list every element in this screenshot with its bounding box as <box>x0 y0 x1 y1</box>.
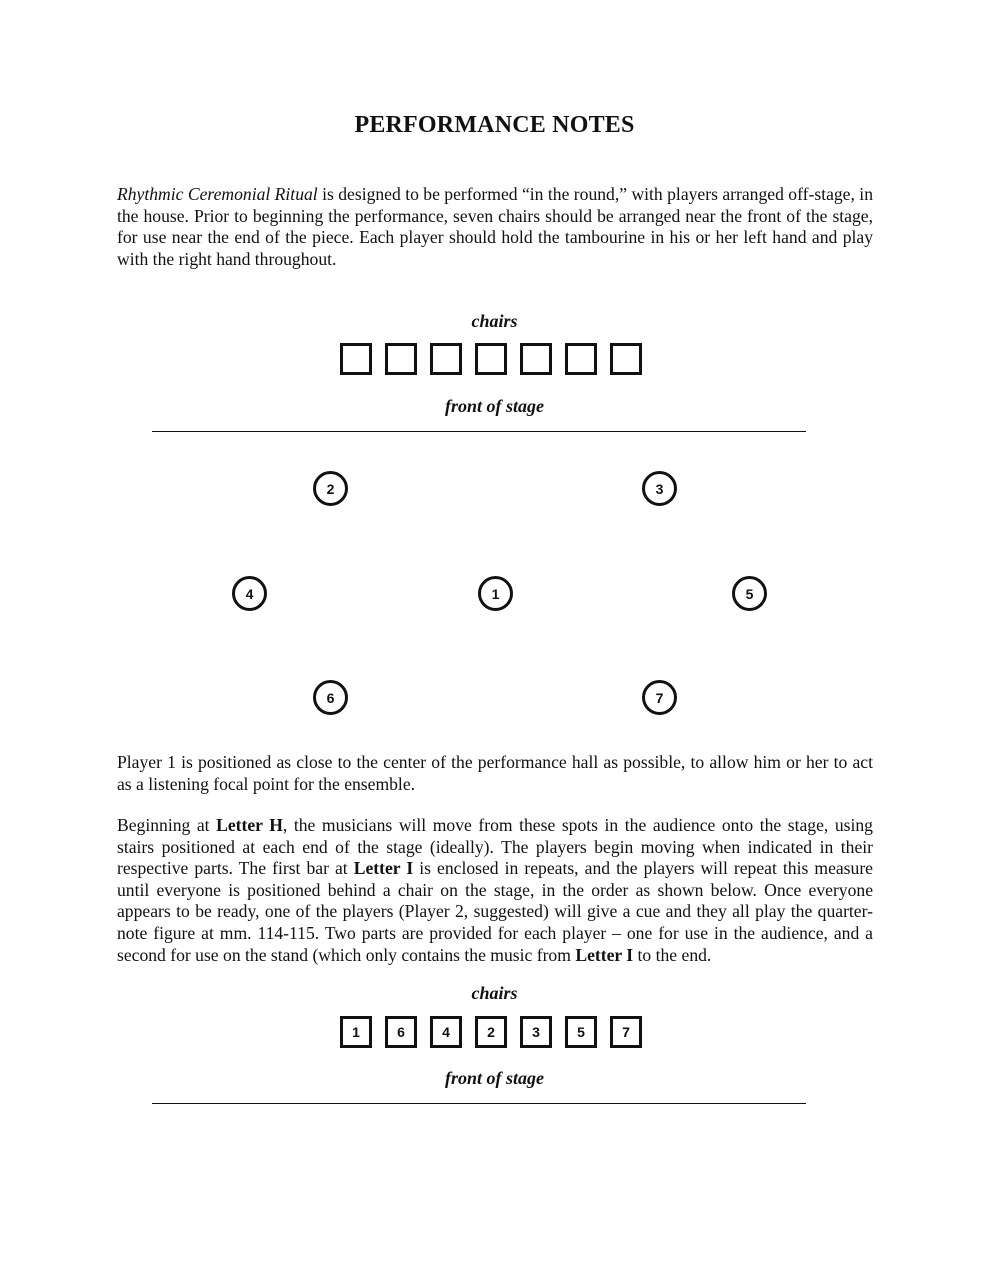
chair-box: 7 <box>610 1016 642 1048</box>
chair-box <box>520 343 552 375</box>
letter-h-ref: Letter H <box>216 815 283 835</box>
chair-box: 4 <box>430 1016 462 1048</box>
chair-box <box>475 343 507 375</box>
chair-box: 3 <box>520 1016 552 1048</box>
chair-box <box>385 343 417 375</box>
player1-note-paragraph: Player 1 is positioned as close to the center of the performance hall as possible, to allow him or her to act as a listening focal point for the ensemble. <box>117 752 873 794</box>
movement-paragraph <box>117 815 873 966</box>
chair-box <box>430 343 462 375</box>
chair-box <box>340 343 372 375</box>
page-title: PERFORMANCE NOTES <box>354 112 635 138</box>
player-position-7: 7 <box>642 680 677 715</box>
movement-text: , the musicians will move from these spots in the audience onto the stage, using stairs positioned at each end of the stage (ideally). The players begin moving when indicated in their respective parts. The first bar at <box>117 815 873 879</box>
movement-text: Beginning at <box>117 815 217 835</box>
movement-text: to the end. <box>633 944 712 965</box>
work-title: Rhythmic Ceremonial Ritual <box>117 184 318 204</box>
letter-i-ref: Letter I <box>353 858 414 879</box>
player-position-5: 5 <box>732 576 767 611</box>
player-position-1: 1 <box>478 576 513 611</box>
chairs-label-bottom: chairs <box>471 983 518 1003</box>
chair-box <box>610 343 642 375</box>
movement-text: is enclosed in repeats, and the players will repeat this measure until everyone is positioned behind a chair on the stage, in the order as shown below. Once everyone appears to be ready, one of the players (Player 2, suggested) will give a cue and they all play the quarter-note figure at mm. 114-115. Two parts are provided for each player – one for use in the audience, and a second for use on the stand (which only contains the music from <box>117 858 873 965</box>
chair-box <box>565 343 597 375</box>
intro-text: is designed to be performed “in the round,” with players arranged off-stage, in the house. Prior to beginning the performance, seven chairs should be arranged near the front of the stage, for use near the end of the piece. Each player should hold the tambourine in his or her left hand and play with the right hand throughout. <box>117 184 873 269</box>
chair-box: 1 <box>340 1016 372 1048</box>
chair-box: 6 <box>385 1016 417 1048</box>
chairs-label-top: chairs <box>471 311 518 331</box>
chair-row-ordered <box>340 1016 644 1048</box>
front-of-stage-label-top: front of stage <box>445 396 544 416</box>
chair-box: 5 <box>565 1016 597 1048</box>
chair-box: 2 <box>475 1016 507 1048</box>
stage-edge-line <box>152 1103 806 1104</box>
player-position-3: 3 <box>642 471 677 506</box>
player-position-6: 6 <box>313 680 348 715</box>
front-of-stage-label-bottom: front of stage <box>445 1068 544 1088</box>
player-position-4: 4 <box>232 576 267 611</box>
intro-paragraph <box>117 184 873 270</box>
stage-edge-line <box>152 431 806 432</box>
player-position-2: 2 <box>313 471 348 506</box>
chair-row-empty <box>340 343 644 375</box>
letter-i-ref: Letter I <box>575 944 634 965</box>
